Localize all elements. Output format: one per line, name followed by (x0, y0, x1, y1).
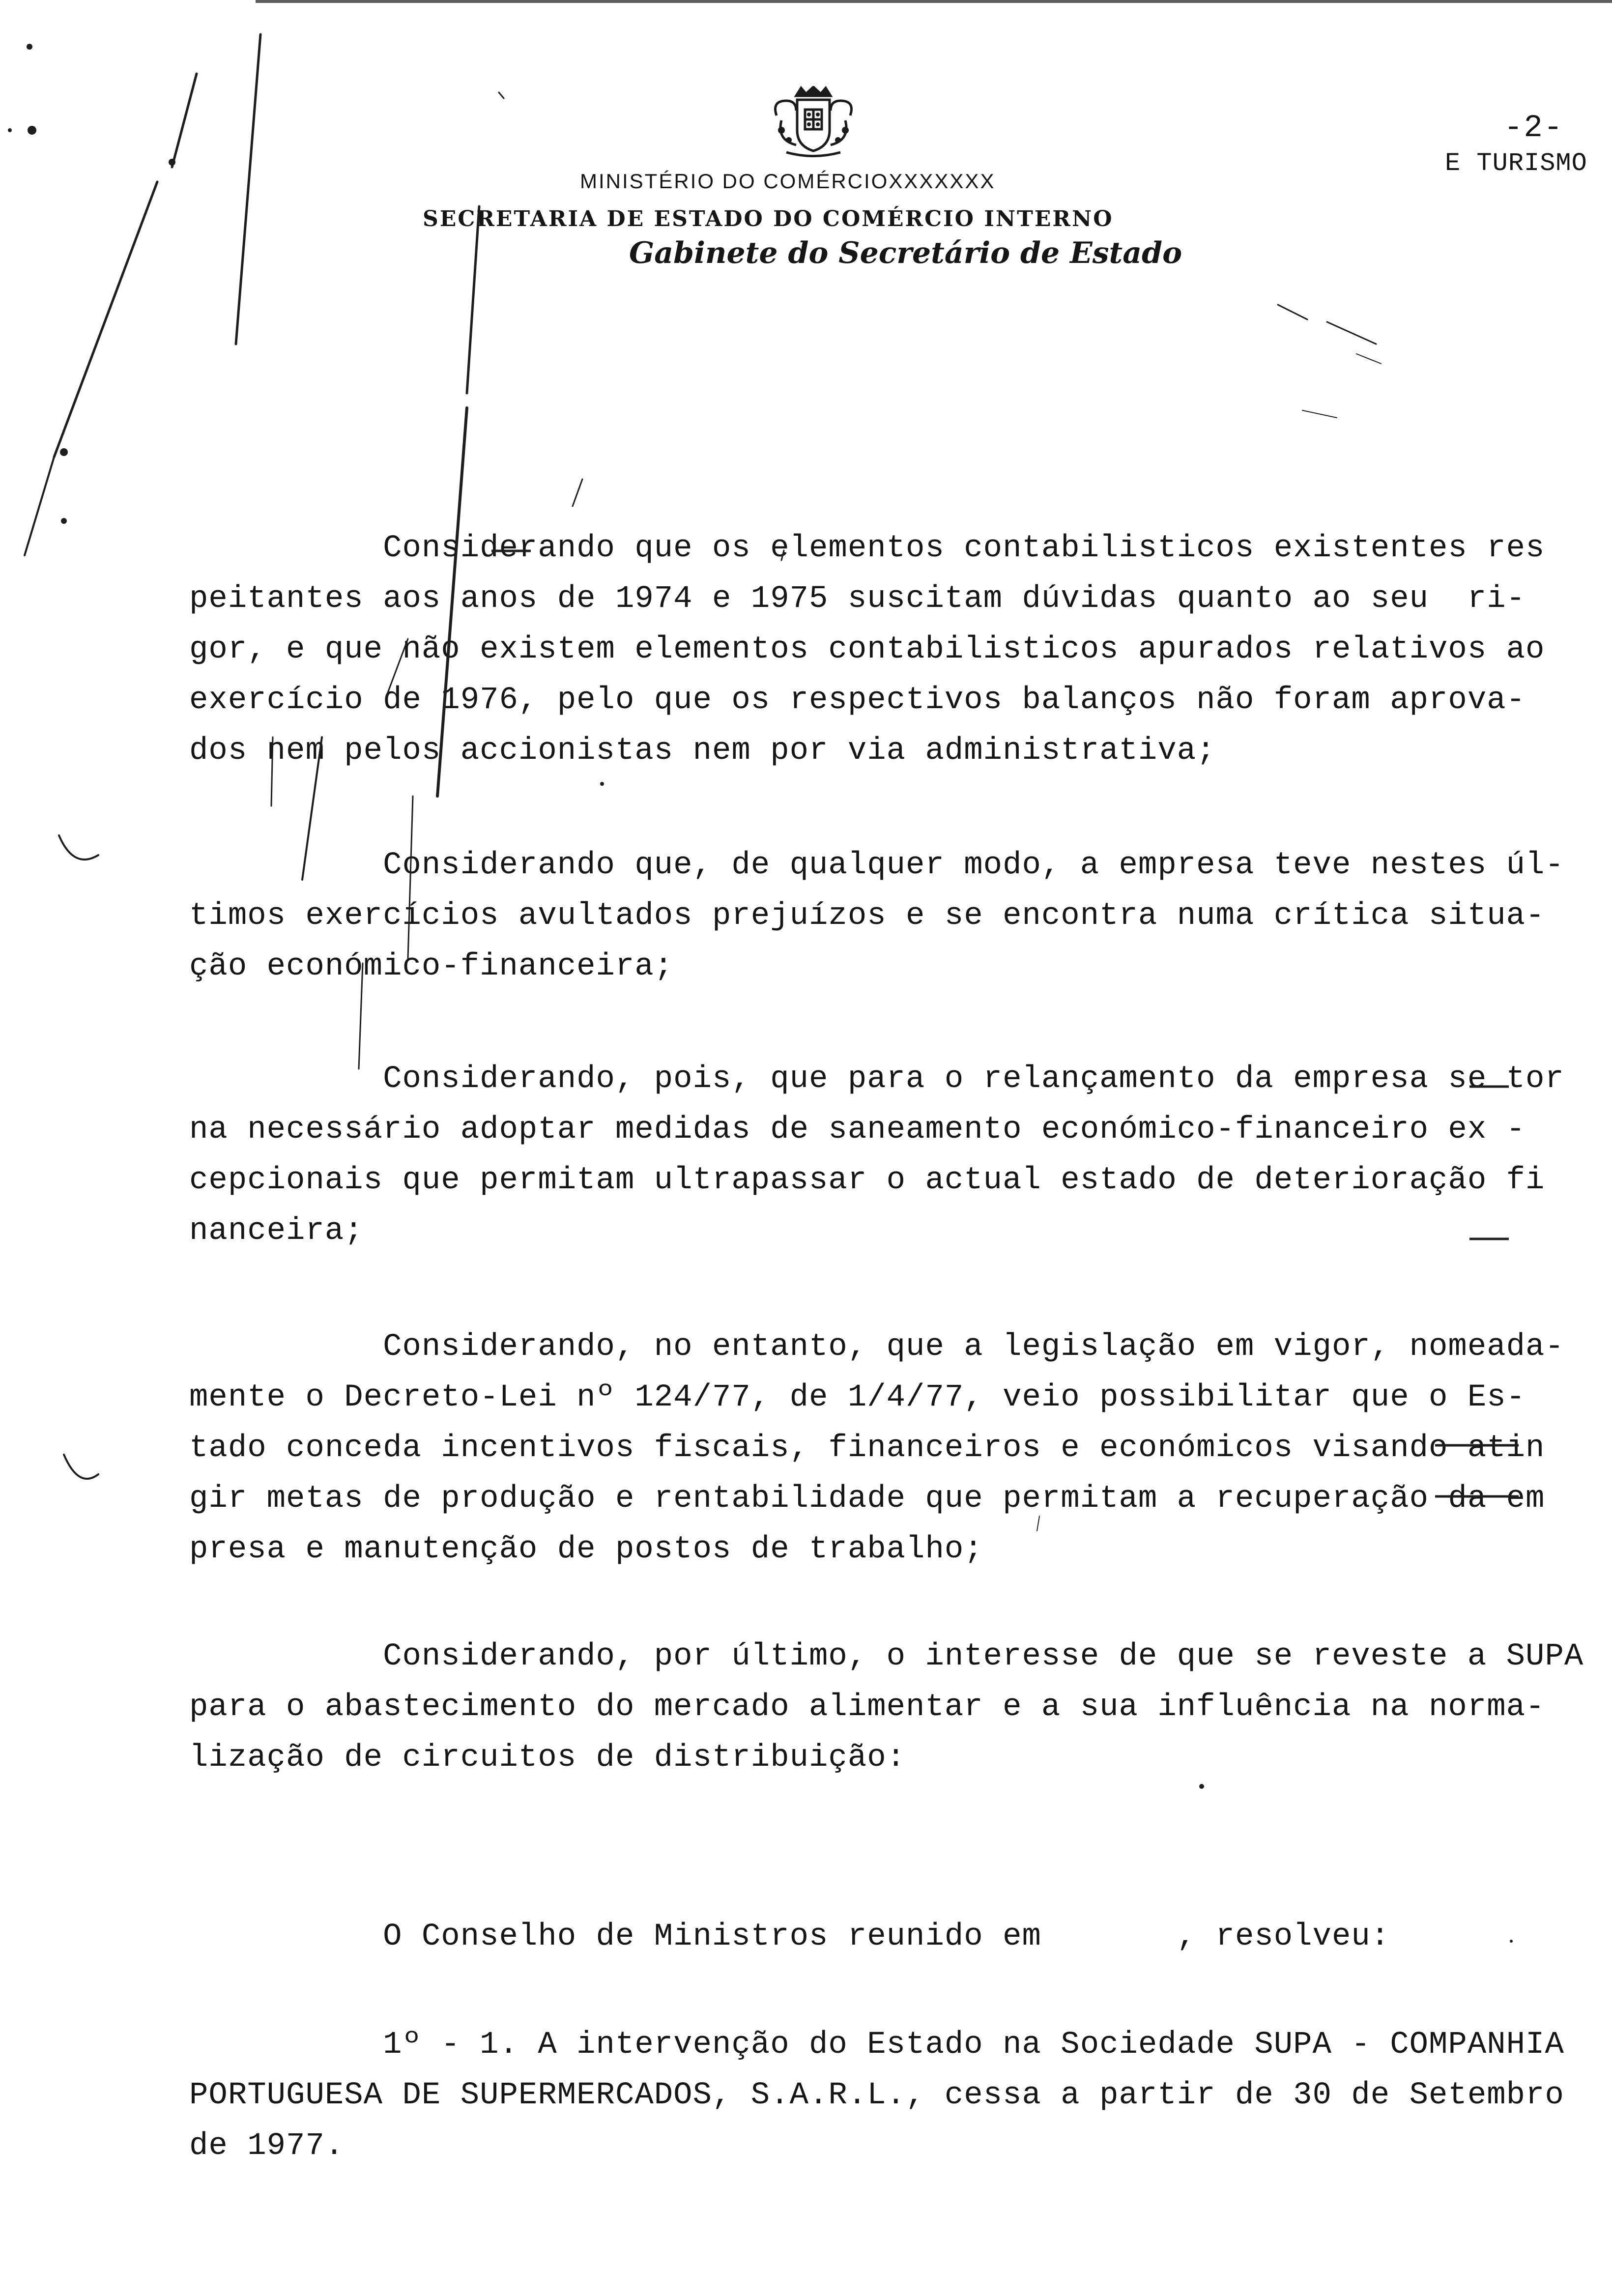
body-line: nanceira; (189, 1213, 364, 1249)
body-line: dos nem pelos accionistas nem por via administrativa; (189, 733, 1216, 769)
ministry-title (580, 149, 1587, 193)
body-line: gor, e que não existem elementos contabilisticos apurados relativos ao (189, 632, 1545, 667)
page-number: -2- (1504, 111, 1564, 146)
body-line: cepcionais que permitam ultrapassar o actual estado de deterioração fi (189, 1163, 1545, 1198)
body-line: ção económico-financeira; (189, 949, 674, 984)
body-line: exercício de 1976, pelo que os respectivos balanços não foram aprova- (189, 683, 1526, 718)
paragraph-legislacao (189, 1322, 1564, 1575)
typed-correction: E TURISMO (1445, 149, 1587, 178)
page-top-edge (256, 0, 1612, 3)
body-line: tado conceda incentivos fiscais, financeiros e económicos visando atin (189, 1431, 1545, 1466)
body-line: O Conselho de Ministros reunido em , resolveu: (189, 1919, 1390, 1954)
paragraph-resolucao-1 (189, 2020, 1564, 2172)
paragraph-prejuizos (189, 840, 1564, 992)
secretariat-title: SECRETARIA DE ESTADO DO COMÉRCIO INTERNO (423, 206, 1114, 231)
paragraph-conselho (189, 1912, 1390, 1962)
body-line: Considerando que, de qualquer modo, a empresa teve nestes úl- (189, 848, 1564, 883)
body-line: timos exercícios avultados prejuízos e se encontra numa crítica situa- (189, 898, 1545, 934)
paragraph-relancamento (189, 1054, 1564, 1257)
body-line: para o abastecimento do mercado alimentar e a sua influência na norma- (189, 1690, 1545, 1725)
body-line: gir metas de produção e rentabilidade que permitam a recuperação da em (189, 1481, 1545, 1517)
body-line: Considerando, no entanto, que a legislação em vigor, nomeada- (189, 1329, 1564, 1365)
body-line: na necessário adoptar medidas de saneamento económico-financeiro ex - (189, 1112, 1526, 1148)
body-line: presa e manutenção de postos de trabalho; (189, 1532, 983, 1567)
body-line: 1º - 1. A intervenção do Estado na Sociedade SUPA - COMPANHIA (189, 2027, 1564, 2063)
cabinet-signature: Gabinete do Secretário de Estado (629, 236, 1182, 270)
paragraph-supa-interesse (189, 1632, 1583, 1783)
body-line: Considerando que os elementos contabilisticos existentes res (189, 531, 1545, 566)
body-line: PORTUGUESA DE SUPERMERCADOS, S.A.R.L., cessa a partir de 30 de Setembro (189, 2078, 1564, 2113)
struck-out-text: XXXXXXX (889, 170, 996, 193)
coat-of-arms-crest-icon (767, 86, 860, 160)
body-line: mente o Decreto-Lei nº 124/77, de 1/4/77, veio possibilitar que o Es- (189, 1380, 1526, 1415)
body-line: lização de circuitos de distribuição: (189, 1740, 906, 1776)
ministry-name: MINISTÉRIO DO COMÉRCIO (580, 170, 889, 193)
body-line: Considerando, pois, que para o relançamento da empresa se tor (189, 1062, 1564, 1097)
paragraph-elementos-contabilisticos (189, 523, 1545, 776)
body-line: Considerando, por último, o interesse de que se reveste a SUPA (189, 1639, 1584, 1674)
body-line: peitantes aos anos de 1974 e 1975 suscitam dúvidas quanto ao seu ri- (189, 581, 1526, 617)
body-line: de 1977. (189, 2128, 345, 2164)
